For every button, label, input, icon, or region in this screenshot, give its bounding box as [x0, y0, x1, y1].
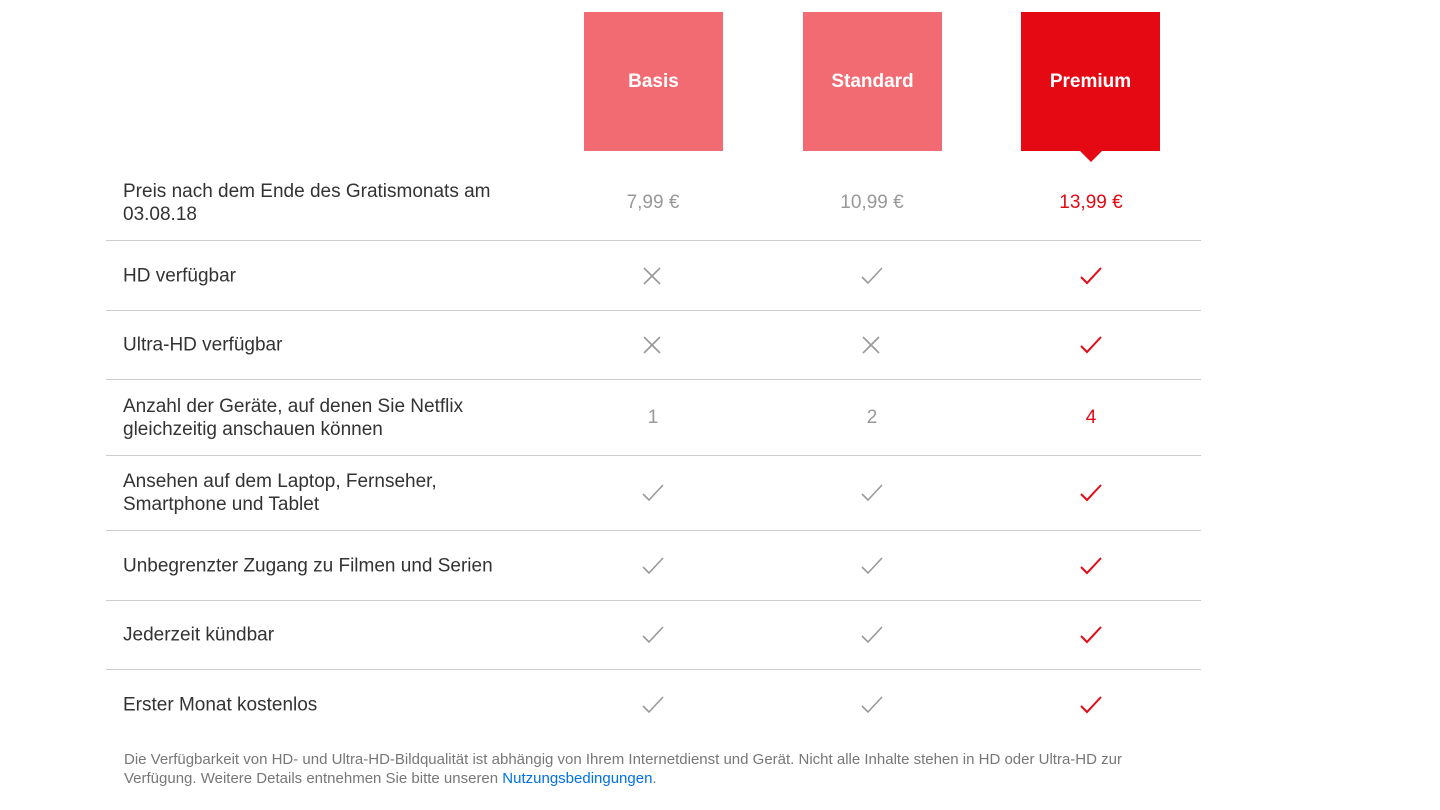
- row-label-unlimited: Unbegrenzter Zugang zu Filmen und Serien: [123, 555, 493, 576]
- disclaimer-suffix: .: [652, 770, 657, 787]
- cross-icon: [643, 267, 661, 285]
- table-row-hd: [106, 241, 1201, 311]
- check-icon: [861, 484, 883, 502]
- check-icon: [642, 557, 664, 575]
- table-row-first-month-free: [106, 670, 1201, 740]
- table-row-price: [106, 166, 1201, 241]
- check-icon: [861, 696, 883, 714]
- row-label-ultra-hd: Ultra-HD verfügbar: [123, 334, 283, 356]
- row-label-devices: Anzahl der Geräte, auf denen Sie Netflix gleichzeitig anschauen können: [123, 395, 464, 440]
- price-standard: 10,99 €: [840, 192, 904, 213]
- check-icon: [1080, 626, 1102, 644]
- cross-icon: [643, 336, 661, 354]
- table-row-cancel-anytime: [106, 601, 1201, 670]
- check-icon: [642, 484, 664, 502]
- row-label-cancel-anytime: Jederzeit kündbar: [123, 624, 275, 646]
- plan-premium-button[interactable]: [1021, 12, 1160, 151]
- table-row-devices: [106, 380, 1201, 456]
- cross-icon: [862, 336, 880, 354]
- plan-basis-button[interactable]: [584, 12, 723, 151]
- plan-standard-button[interactable]: [803, 12, 942, 151]
- check-icon: [1080, 267, 1102, 285]
- plan-premium-label: Premium: [1049, 70, 1132, 92]
- price-premium: 13,99 €: [1059, 192, 1123, 213]
- table-row-unlimited: [106, 531, 1201, 601]
- disclaimer-text: [124, 750, 1134, 788]
- row-label-watch-anywhere: Ansehen auf dem Laptop, Fernseher, Smartphone und Tablet: [123, 471, 437, 515]
- plan-standard-label: Standard: [831, 70, 914, 92]
- check-icon: [1080, 557, 1102, 575]
- devices-premium: 4: [1085, 406, 1097, 428]
- check-icon: [861, 626, 883, 644]
- row-label-price: Preis nach dem Ende des Gratismonats am 03.08.18: [123, 181, 491, 225]
- check-icon: [1080, 696, 1102, 714]
- row-label-first-month-free: Erster Monat kostenlos: [123, 694, 318, 716]
- check-icon: [1080, 336, 1102, 354]
- check-icon: [861, 267, 883, 285]
- check-icon: [861, 557, 883, 575]
- check-icon: [642, 696, 664, 714]
- disclaimer-body: Die Verfügbarkeit von HD- und Ultra-HD-Bildqualität ist abhängig von Ihrem Internetdienst und Gerät. Nicht alle Inhalte stehen in HD oder Ultra-HD zur Verfügung. Weitere Details entnehmen Sie bitte unseren: [124, 751, 1122, 787]
- devices-basis: 1: [647, 406, 659, 428]
- price-basis: 7,99 €: [626, 192, 680, 213]
- table-row-ultra-hd: [106, 311, 1201, 380]
- check-icon: [642, 626, 664, 644]
- table-row-watch-anywhere: [106, 456, 1201, 531]
- plan-basis-label: Basis: [628, 70, 679, 92]
- row-label-hd: HD verfügbar: [123, 265, 236, 286]
- terms-link[interactable]: Nutzungsbedingungen: [502, 770, 653, 787]
- check-icon: [1080, 484, 1102, 502]
- devices-standard: 2: [866, 406, 878, 428]
